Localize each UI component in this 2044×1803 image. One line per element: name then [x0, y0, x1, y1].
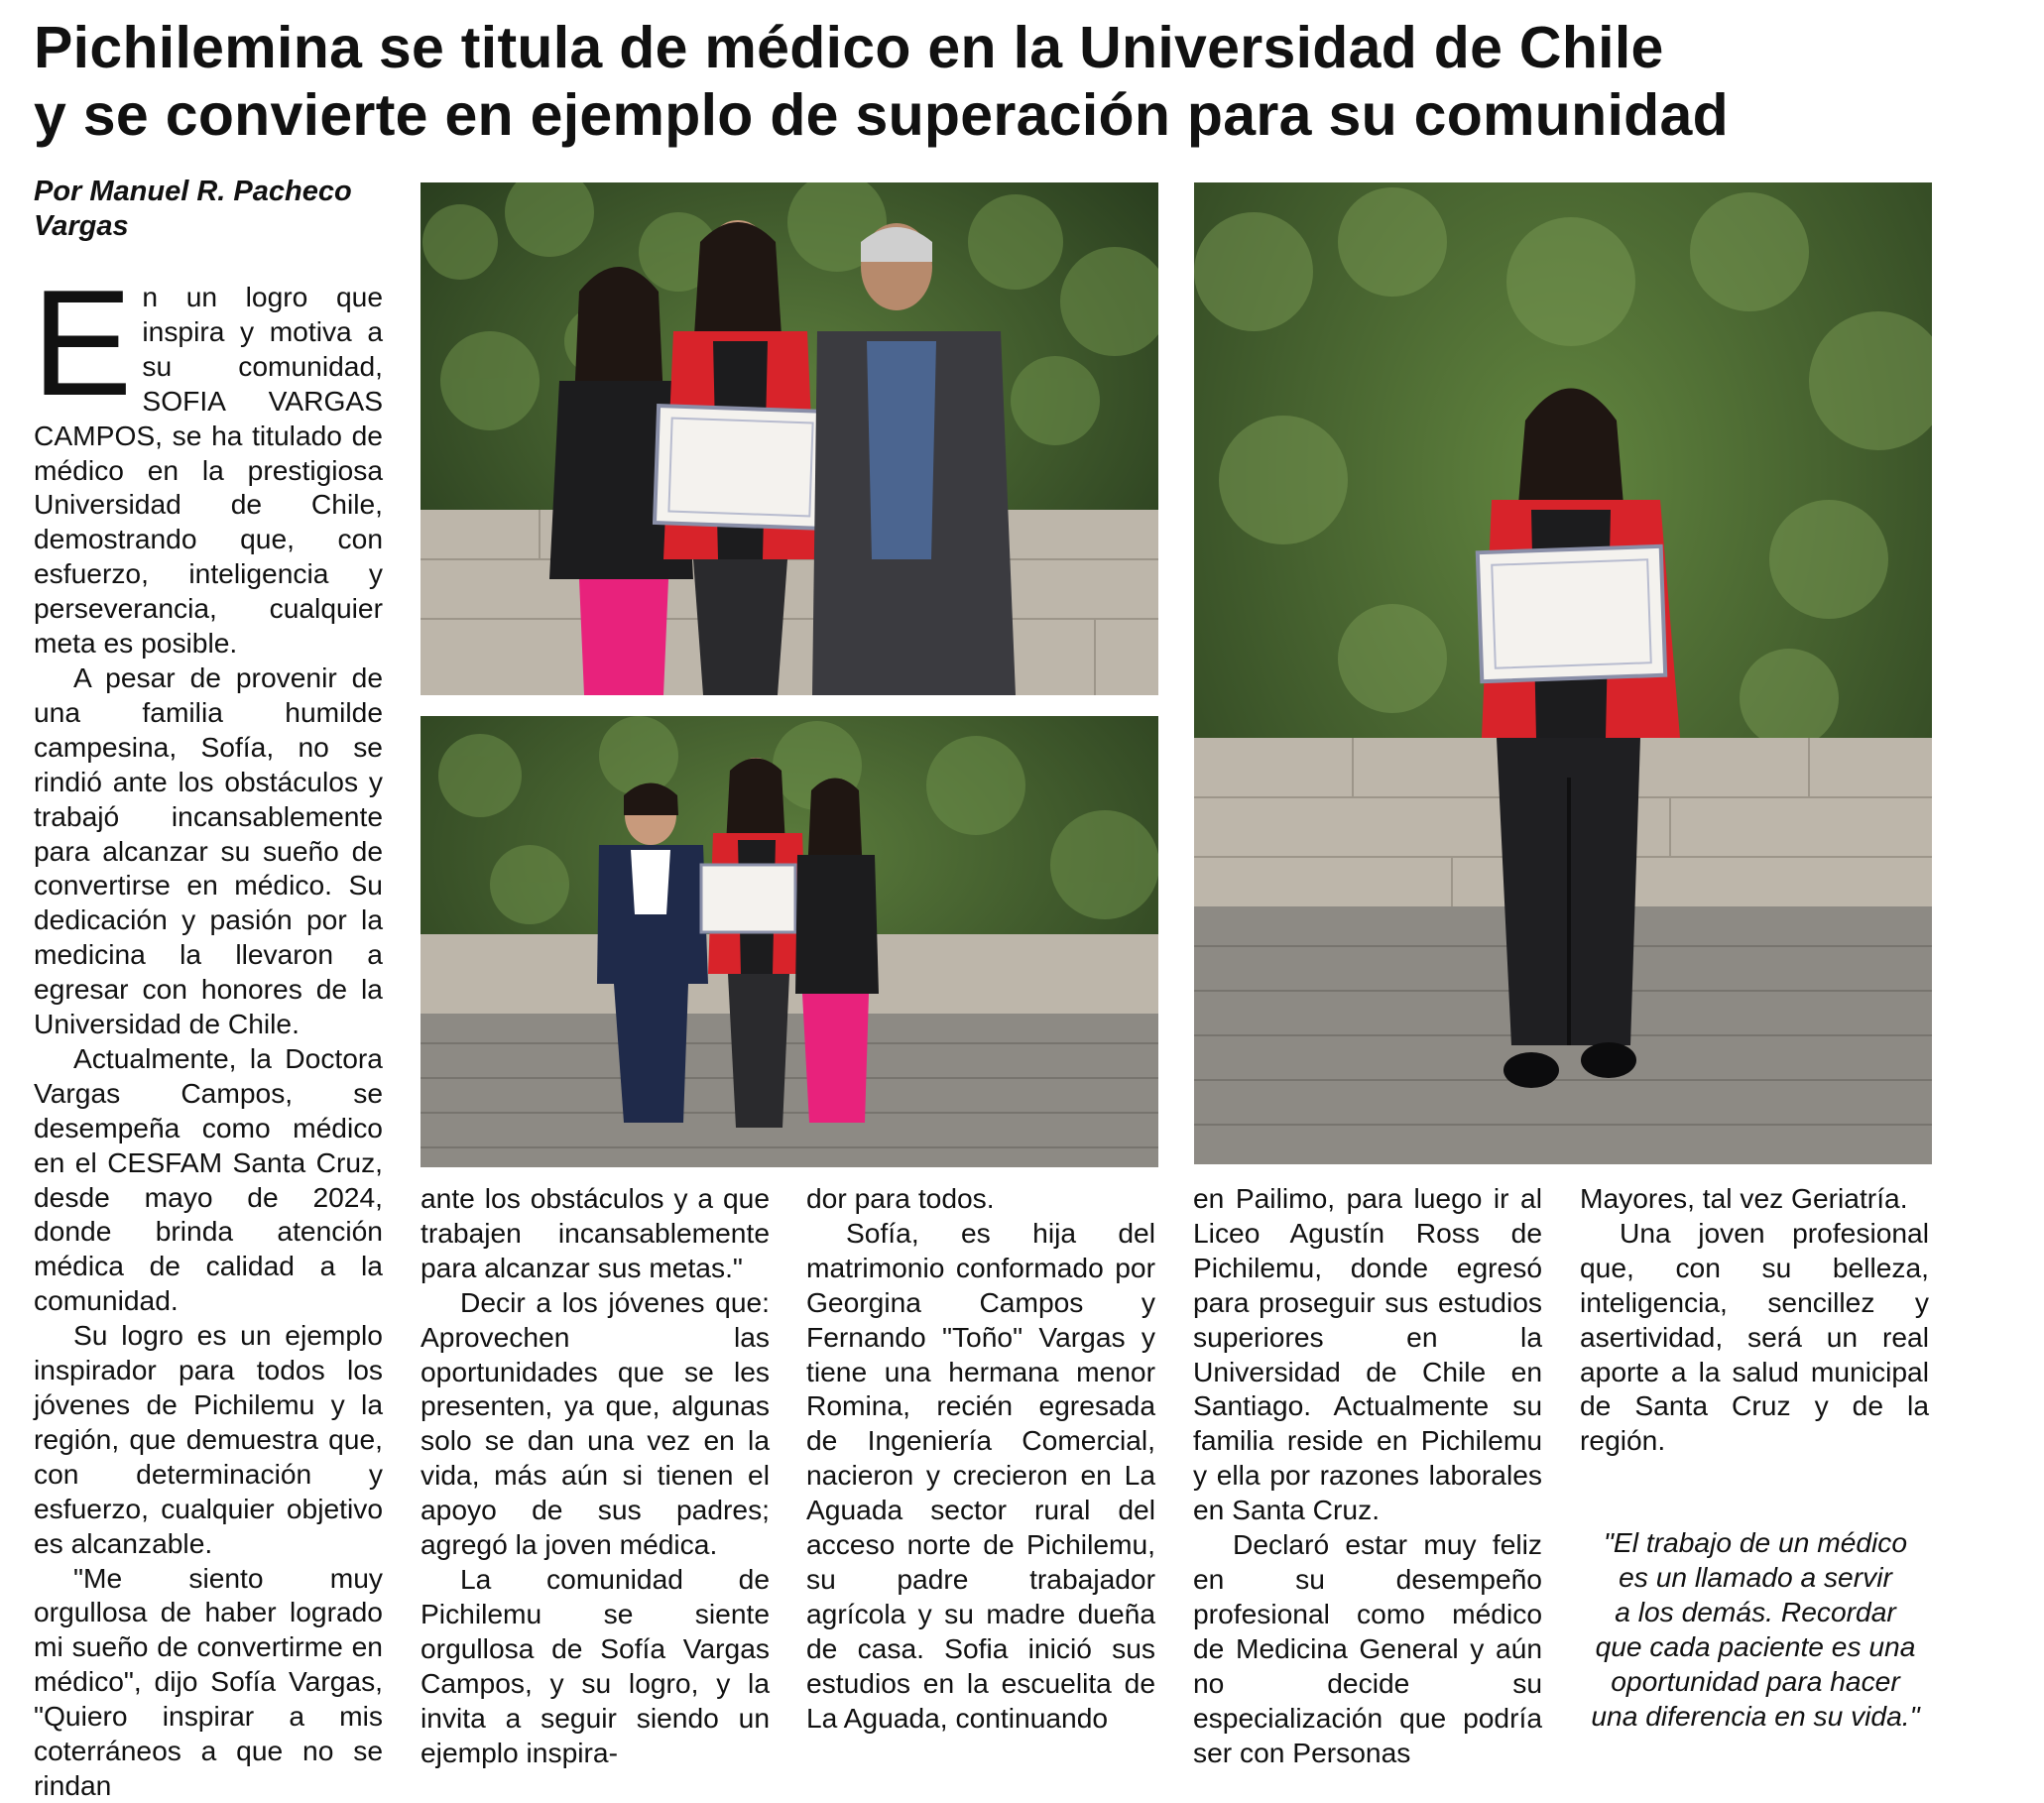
- paragraph-3: Actualmente, la Doctora Vargas Campos, se desempeña como médico en el CESFAM Santa Cruz, desde mayo de 2024, donde brinda atención médica de calidad a la comunidad.: [34, 1041, 383, 1317]
- article-column-5: [1580, 1181, 1929, 1458]
- paragraph-1-text: n un logro que inspira y motiva a su comunidad, SOFIA VARGAS CAMPOS, se ha titulado de médico en la prestigiosa Universidad de Chile, demostrando que, con esfuerzo, inteligencia y perseverancia, cualquier meta es posible.: [34, 281, 383, 660]
- photo-graduate-with-family: [421, 182, 1158, 695]
- headline-line-2: y se convierte en ejemplo de superación para su comunidad: [34, 82, 1729, 148]
- article-column-2: [421, 1181, 770, 1769]
- paragraph-10: Una joven profesional que, con su belleza, inteligencia, sencillez y asertividad, será un real aporte a la salud municipal de Santa Cruz y de la región.: [1580, 1216, 1929, 1457]
- paragraph-5: "Me siento muy orgullosa de haber logrado mi sueño de convertirme en médico", dijo Sofía Vargas, "Quiero inspirar a mis coterráneos a que no se rindan: [34, 1561, 383, 1801]
- paragraph-5-continued: ante los obstáculos y a que trabajen incansablemente para alcanzar sus metas.": [421, 1182, 770, 1283]
- drop-cap: E: [32, 259, 133, 427]
- article-column-1: [32, 259, 383, 1803]
- paragraph-7: La comunidad de Pichilemu se siente orgullosa de Sofía Vargas Campos, y su logro, y la invita a seguir siendo un ejemplo inspira-: [421, 1562, 770, 1768]
- byline-line-1: Por Manuel R. Pacheco: [34, 176, 352, 207]
- paragraph-6: Decir a los jóvenes que: Aprovechen las oportunidades que se les presenten, ya que, algunas solo se dan una vez en la vida, más aún si tienen el apoyo de sus padres; agregó la joven médica.: [421, 1285, 770, 1561]
- photo-graduate-portrait: [1194, 182, 1932, 1164]
- byline-line-2: Vargas: [34, 210, 129, 242]
- paragraph-7-continued: dor para todos.: [806, 1182, 995, 1214]
- pull-quote-line-4: que cada paciente es una: [1595, 1629, 1916, 1662]
- headline-line-1: Pichilemina se titula de médico en la Universidad de Chile: [34, 15, 1664, 80]
- pull-quote-line-6: una diferencia en su vida.": [1591, 1699, 1920, 1732]
- paragraph-9: Declaró estar muy feliz en su desempeño profesional como médico de Medicina General y aún no decide su especialización que podría ser con Personas: [1193, 1528, 1542, 1768]
- pull-quote: [1567, 1525, 1944, 1733]
- paragraph-1: [32, 259, 383, 661]
- paragraph-9-continued: Mayores, tal vez Geriatría.: [1580, 1182, 1908, 1214]
- photo-graduate-with-mother-and-sister: [421, 716, 1158, 1167]
- pull-quote-line-3: a los demás. Recordar: [1615, 1595, 1896, 1627]
- paragraph-8: Sofía, es hija del matrimonio conformado por Georgina Campos y Fernando "Toño" Vargas y tiene una hermana menor Romina, recién egresada de Ingeniería Comercial, nacieron y crecieron en La Aguada sector rural del acceso norte de Pichilemu, su padre trabajador agrícola y su madre dueña de casa. Sofia inició sus estudios en la escuelita de La Aguada, continuando: [806, 1216, 1155, 1734]
- paragraph-8-continued: en Pailimo, para luego ir al Liceo Agustín Ross de Pichilemu, donde egresó para proseguir sus estudios superiores en la Universidad de Chile en Santiago. Actualmente su familia reside en Pichilemu y ella por razones laborales en Santa Cruz.: [1193, 1182, 1542, 1526]
- paragraph-2: A pesar de provenir de una familia humilde campesina, Sofía, no se rindió ante los obstáculos y trabajó incansablemente para alcanzar su sueño de convertirse en médico. Su dedicación y pasión por la medicina la llevaron a egresar con honores de la Universidad de Chile.: [34, 661, 383, 1040]
- pull-quote-line-5: oportunidad para hacer: [1611, 1664, 1900, 1697]
- byline: [34, 175, 391, 244]
- pull-quote-line-1: "El trabajo de un médico: [1603, 1526, 1908, 1558]
- article-column-3: [806, 1181, 1155, 1736]
- article-column-4: [1193, 1181, 1542, 1769]
- headline: [34, 14, 1997, 149]
- paragraph-4: Su logro es un ejemplo inspirador para todos los jóvenes de Pichilemu y la región, que demuestra que, con determinación y esfuerzo, cualquier objetivo es alcanzable.: [34, 1319, 383, 1559]
- pull-quote-line-2: es un llamado a servir: [1619, 1560, 1892, 1593]
